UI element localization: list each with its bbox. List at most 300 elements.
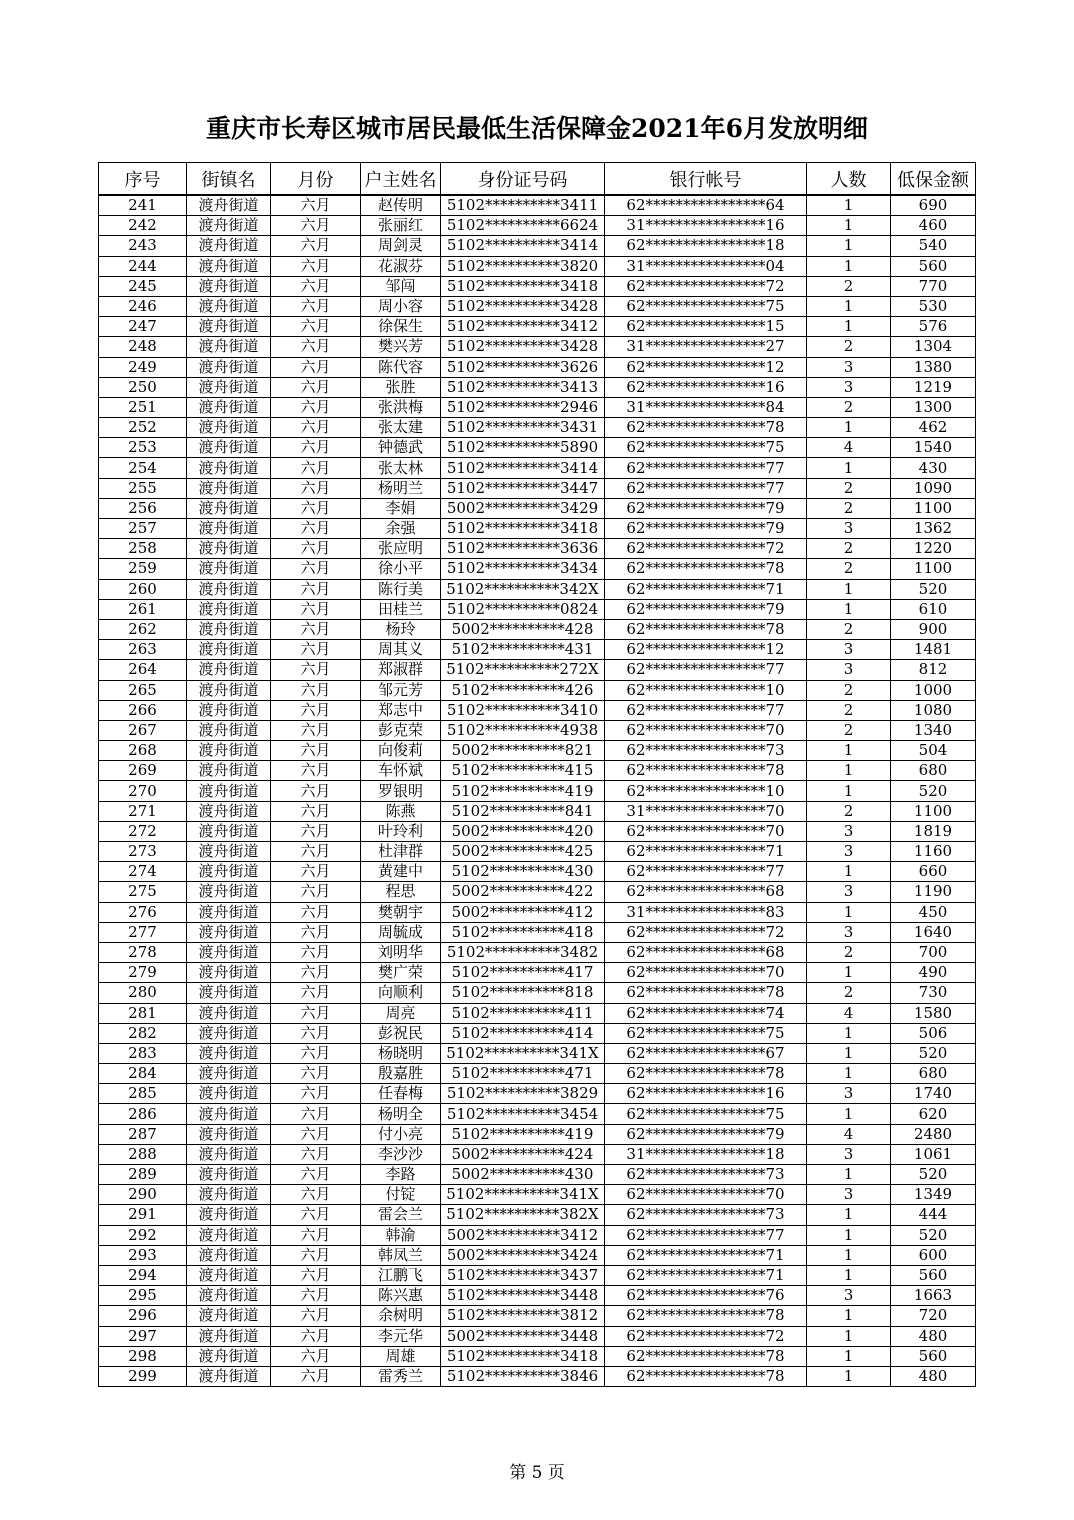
cell-serial: 251 bbox=[99, 397, 187, 417]
table-row bbox=[99, 317, 976, 337]
cell-householder: 刘明华 bbox=[361, 942, 441, 962]
cell-bank-account: 62****************77 bbox=[605, 1225, 807, 1245]
cell-serial: 275 bbox=[99, 882, 187, 902]
cell-serial: 276 bbox=[99, 902, 187, 922]
cell-street: 渡舟街道 bbox=[187, 660, 271, 680]
cell-bank-account: 62****************78 bbox=[605, 1306, 807, 1326]
cell-householder: 邹元芳 bbox=[361, 680, 441, 700]
cell-people: 2 bbox=[807, 337, 891, 357]
cell-amount: 540 bbox=[891, 236, 976, 256]
cell-householder: 郑志中 bbox=[361, 700, 441, 720]
table-row bbox=[99, 458, 976, 478]
cell-serial: 283 bbox=[99, 1043, 187, 1063]
cell-householder: 杜津群 bbox=[361, 842, 441, 862]
cell-id-number: 5102**********414 bbox=[441, 1023, 605, 1043]
cell-serial: 297 bbox=[99, 1326, 187, 1346]
table-row bbox=[99, 862, 976, 882]
cell-serial: 291 bbox=[99, 1205, 187, 1225]
cell-householder: 李路 bbox=[361, 1165, 441, 1185]
cell-householder: 田桂兰 bbox=[361, 599, 441, 619]
cell-month: 六月 bbox=[271, 1003, 361, 1023]
cell-bank-account: 62****************64 bbox=[605, 195, 807, 216]
cell-bank-account: 62****************16 bbox=[605, 1084, 807, 1104]
cell-bank-account: 31****************83 bbox=[605, 902, 807, 922]
cell-month: 六月 bbox=[271, 1023, 361, 1043]
table-row bbox=[99, 821, 976, 841]
cell-bank-account: 62****************72 bbox=[605, 922, 807, 942]
cell-id-number: 5102**********6624 bbox=[441, 216, 605, 236]
cell-month: 六月 bbox=[271, 195, 361, 216]
cell-street: 渡舟街道 bbox=[187, 983, 271, 1003]
cell-month: 六月 bbox=[271, 1144, 361, 1164]
cell-amount: 1740 bbox=[891, 1084, 976, 1104]
cell-street: 渡舟街道 bbox=[187, 1326, 271, 1346]
cell-bank-account: 62****************72 bbox=[605, 276, 807, 296]
table-row bbox=[99, 418, 976, 438]
cell-serial: 269 bbox=[99, 761, 187, 781]
cell-amount: 1663 bbox=[891, 1286, 976, 1306]
cell-amount: 520 bbox=[891, 781, 976, 801]
cell-month: 六月 bbox=[271, 599, 361, 619]
cell-serial: 249 bbox=[99, 357, 187, 377]
page-number: 第 5 页 bbox=[509, 1463, 565, 1483]
cell-id-number: 5102**********418 bbox=[441, 922, 605, 942]
cell-id-number: 5102**********342X bbox=[441, 579, 605, 599]
cell-month: 六月 bbox=[271, 519, 361, 539]
cell-id-number: 5102**********3418 bbox=[441, 276, 605, 296]
table-row bbox=[99, 700, 976, 720]
cell-amount: 560 bbox=[891, 1346, 976, 1366]
cell-serial: 268 bbox=[99, 741, 187, 761]
cell-people: 1 bbox=[807, 296, 891, 316]
cell-bank-account: 62****************78 bbox=[605, 619, 807, 639]
cell-street: 渡舟街道 bbox=[187, 700, 271, 720]
cell-street: 渡舟街道 bbox=[187, 963, 271, 983]
cell-householder: 向俊莉 bbox=[361, 741, 441, 761]
cell-month: 六月 bbox=[271, 983, 361, 1003]
cell-people: 2 bbox=[807, 680, 891, 700]
cell-id-number: 5102**********341X bbox=[441, 1185, 605, 1205]
cell-householder: 花淑芬 bbox=[361, 256, 441, 276]
cell-people: 1 bbox=[807, 236, 891, 256]
cell-bank-account: 31****************18 bbox=[605, 1144, 807, 1164]
cell-amount: 1100 bbox=[891, 801, 976, 821]
cell-month: 六月 bbox=[271, 1165, 361, 1185]
cell-serial: 279 bbox=[99, 963, 187, 983]
cell-bank-account: 62****************10 bbox=[605, 781, 807, 801]
cell-id-number: 5102**********5890 bbox=[441, 438, 605, 458]
cell-id-number: 5102**********3437 bbox=[441, 1265, 605, 1285]
cell-householder: 李沙沙 bbox=[361, 1144, 441, 1164]
cell-amount: 520 bbox=[891, 1225, 976, 1245]
table-row bbox=[99, 357, 976, 377]
cell-people: 1 bbox=[807, 1205, 891, 1225]
cell-id-number: 5102**********3829 bbox=[441, 1084, 605, 1104]
table-row bbox=[99, 1064, 976, 1084]
cell-id-number: 5102**********3626 bbox=[441, 357, 605, 377]
cell-people: 2 bbox=[807, 720, 891, 740]
cell-householder: 陈行美 bbox=[361, 579, 441, 599]
cell-people: 1 bbox=[807, 195, 891, 216]
cell-amount: 1160 bbox=[891, 842, 976, 862]
cell-bank-account: 62****************79 bbox=[605, 1124, 807, 1144]
cell-people: 3 bbox=[807, 1084, 891, 1104]
cell-bank-account: 62****************10 bbox=[605, 680, 807, 700]
table-row bbox=[99, 902, 976, 922]
table-row bbox=[99, 882, 976, 902]
cell-month: 六月 bbox=[271, 1104, 361, 1124]
cell-month: 六月 bbox=[271, 761, 361, 781]
cell-id-number: 5102**********3846 bbox=[441, 1366, 605, 1386]
cell-bank-account: 62****************75 bbox=[605, 438, 807, 458]
col-header-people: 人数 bbox=[807, 163, 891, 196]
cell-month: 六月 bbox=[271, 680, 361, 700]
cell-people: 3 bbox=[807, 640, 891, 660]
cell-month: 六月 bbox=[271, 660, 361, 680]
cell-street: 渡舟街道 bbox=[187, 216, 271, 236]
cell-month: 六月 bbox=[271, 256, 361, 276]
cell-people: 1 bbox=[807, 1265, 891, 1285]
cell-street: 渡舟街道 bbox=[187, 720, 271, 740]
cell-month: 六月 bbox=[271, 1265, 361, 1285]
cell-id-number: 5102**********419 bbox=[441, 1124, 605, 1144]
cell-id-number: 5102**********3447 bbox=[441, 478, 605, 498]
cell-amount: 1220 bbox=[891, 539, 976, 559]
cell-bank-account: 62****************78 bbox=[605, 761, 807, 781]
cell-serial: 260 bbox=[99, 579, 187, 599]
cell-amount: 720 bbox=[891, 1306, 976, 1326]
table-row bbox=[99, 377, 976, 397]
table-row bbox=[99, 599, 976, 619]
table-row bbox=[99, 498, 976, 518]
cell-id-number: 5102**********3412 bbox=[441, 317, 605, 337]
cell-street: 渡舟街道 bbox=[187, 1043, 271, 1063]
table-row bbox=[99, 1144, 976, 1164]
cell-amount: 1000 bbox=[891, 680, 976, 700]
cell-householder: 周毓成 bbox=[361, 922, 441, 942]
table-row bbox=[99, 1346, 976, 1366]
cell-bank-account: 62****************75 bbox=[605, 1104, 807, 1124]
cell-month: 六月 bbox=[271, 1124, 361, 1144]
cell-street: 渡舟街道 bbox=[187, 1185, 271, 1205]
cell-serial: 242 bbox=[99, 216, 187, 236]
cell-householder: 车怀斌 bbox=[361, 761, 441, 781]
cell-householder: 彭祝民 bbox=[361, 1023, 441, 1043]
cell-people: 2 bbox=[807, 397, 891, 417]
cell-people: 1 bbox=[807, 1245, 891, 1265]
table-row bbox=[99, 216, 976, 236]
cell-amount: 444 bbox=[891, 1205, 976, 1225]
cell-amount: 1349 bbox=[891, 1185, 976, 1205]
cell-id-number: 5102**********426 bbox=[441, 680, 605, 700]
cell-householder: 樊广荣 bbox=[361, 963, 441, 983]
document-title: 重庆市长寿区城市居民最低生活保障金2021年6月发放明细 bbox=[206, 114, 868, 143]
cell-householder: 叶玲利 bbox=[361, 821, 441, 841]
cell-people: 3 bbox=[807, 842, 891, 862]
cell-householder: 张丽红 bbox=[361, 216, 441, 236]
cell-street: 渡舟街道 bbox=[187, 579, 271, 599]
cell-serial: 277 bbox=[99, 922, 187, 942]
cell-street: 渡舟街道 bbox=[187, 1144, 271, 1164]
cell-street: 渡舟街道 bbox=[187, 1205, 271, 1225]
cell-people: 1 bbox=[807, 1023, 891, 1043]
table-row bbox=[99, 1306, 976, 1326]
cell-id-number: 5002**********3429 bbox=[441, 498, 605, 518]
cell-people: 2 bbox=[807, 559, 891, 579]
cell-householder: 雷秀兰 bbox=[361, 1366, 441, 1386]
cell-people: 3 bbox=[807, 660, 891, 680]
cell-householder: 江鹏飞 bbox=[361, 1265, 441, 1285]
cell-amount: 560 bbox=[891, 1265, 976, 1285]
cell-id-number: 5102**********818 bbox=[441, 983, 605, 1003]
cell-serial: 299 bbox=[99, 1366, 187, 1386]
cell-bank-account: 62****************15 bbox=[605, 317, 807, 337]
cell-people: 2 bbox=[807, 539, 891, 559]
cell-street: 渡舟街道 bbox=[187, 256, 271, 276]
cell-id-number: 5102**********3434 bbox=[441, 559, 605, 579]
cell-bank-account: 62****************77 bbox=[605, 478, 807, 498]
cell-serial: 243 bbox=[99, 236, 187, 256]
table-row bbox=[99, 559, 976, 579]
cell-street: 渡舟街道 bbox=[187, 882, 271, 902]
cell-street: 渡舟街道 bbox=[187, 902, 271, 922]
cell-month: 六月 bbox=[271, 922, 361, 942]
cell-id-number: 5102**********3414 bbox=[441, 236, 605, 256]
cell-id-number: 5102**********841 bbox=[441, 801, 605, 821]
cell-month: 六月 bbox=[271, 942, 361, 962]
cell-month: 六月 bbox=[271, 296, 361, 316]
cell-bank-account: 62****************70 bbox=[605, 963, 807, 983]
cell-bank-account: 62****************70 bbox=[605, 720, 807, 740]
cell-serial: 263 bbox=[99, 640, 187, 660]
cell-householder: 杨明兰 bbox=[361, 478, 441, 498]
cell-id-number: 5102**********419 bbox=[441, 781, 605, 801]
cell-street: 渡舟街道 bbox=[187, 1245, 271, 1265]
cell-householder: 张洪梅 bbox=[361, 397, 441, 417]
cell-street: 渡舟街道 bbox=[187, 1286, 271, 1306]
cell-street: 渡舟街道 bbox=[187, 458, 271, 478]
table-row bbox=[99, 720, 976, 740]
cell-amount: 1090 bbox=[891, 478, 976, 498]
cell-people: 2 bbox=[807, 700, 891, 720]
cell-street: 渡舟街道 bbox=[187, 1265, 271, 1285]
cell-bank-account: 62****************73 bbox=[605, 1205, 807, 1225]
cell-id-number: 5102**********3448 bbox=[441, 1286, 605, 1306]
table-row bbox=[99, 942, 976, 962]
cell-serial: 284 bbox=[99, 1064, 187, 1084]
cell-amount: 2480 bbox=[891, 1124, 976, 1144]
cell-householder: 周剑灵 bbox=[361, 236, 441, 256]
cell-people: 1 bbox=[807, 1043, 891, 1063]
cell-id-number: 5002**********821 bbox=[441, 741, 605, 761]
cell-bank-account: 62****************77 bbox=[605, 458, 807, 478]
cell-serial: 295 bbox=[99, 1286, 187, 1306]
cell-month: 六月 bbox=[271, 1043, 361, 1063]
cell-amount: 560 bbox=[891, 256, 976, 276]
cell-month: 六月 bbox=[271, 276, 361, 296]
cell-month: 六月 bbox=[271, 337, 361, 357]
table-row bbox=[99, 1003, 976, 1023]
cell-street: 渡舟街道 bbox=[187, 296, 271, 316]
cell-bank-account: 62****************18 bbox=[605, 236, 807, 256]
cell-serial: 271 bbox=[99, 801, 187, 821]
cell-serial: 294 bbox=[99, 1265, 187, 1285]
cell-month: 六月 bbox=[271, 377, 361, 397]
col-header-serial: 序号 bbox=[99, 163, 187, 196]
cell-month: 六月 bbox=[271, 720, 361, 740]
cell-street: 渡舟街道 bbox=[187, 236, 271, 256]
cell-street: 渡舟街道 bbox=[187, 397, 271, 417]
table-row bbox=[99, 640, 976, 660]
cell-month: 六月 bbox=[271, 1064, 361, 1084]
cell-serial: 248 bbox=[99, 337, 187, 357]
cell-bank-account: 62****************72 bbox=[605, 1326, 807, 1346]
cell-bank-account: 62****************76 bbox=[605, 1286, 807, 1306]
cell-serial: 241 bbox=[99, 195, 187, 216]
col-header-householder: 户主姓名 bbox=[361, 163, 441, 196]
cell-people: 1 bbox=[807, 1366, 891, 1386]
cell-serial: 288 bbox=[99, 1144, 187, 1164]
cell-amount: 490 bbox=[891, 963, 976, 983]
cell-amount: 520 bbox=[891, 579, 976, 599]
cell-bank-account: 62****************70 bbox=[605, 821, 807, 841]
cell-householder: 李元华 bbox=[361, 1326, 441, 1346]
cell-id-number: 5002**********428 bbox=[441, 619, 605, 639]
cell-householder: 周其义 bbox=[361, 640, 441, 660]
cell-householder: 陈兴惠 bbox=[361, 1286, 441, 1306]
cell-people: 3 bbox=[807, 1286, 891, 1306]
cell-street: 渡舟街道 bbox=[187, 680, 271, 700]
cell-street: 渡舟街道 bbox=[187, 619, 271, 639]
cell-serial: 278 bbox=[99, 942, 187, 962]
cell-street: 渡舟街道 bbox=[187, 337, 271, 357]
cell-street: 渡舟街道 bbox=[187, 842, 271, 862]
cell-month: 六月 bbox=[271, 700, 361, 720]
cell-bank-account: 62****************73 bbox=[605, 741, 807, 761]
cell-street: 渡舟街道 bbox=[187, 1104, 271, 1124]
cell-id-number: 5102**********382X bbox=[441, 1205, 605, 1225]
cell-bank-account: 31****************84 bbox=[605, 397, 807, 417]
cell-people: 1 bbox=[807, 761, 891, 781]
cell-householder: 韩渝 bbox=[361, 1225, 441, 1245]
cell-id-number: 5002**********412 bbox=[441, 902, 605, 922]
table-row bbox=[99, 1245, 976, 1265]
cell-bank-account: 62****************75 bbox=[605, 1023, 807, 1043]
cell-month: 六月 bbox=[271, 862, 361, 882]
cell-serial: 245 bbox=[99, 276, 187, 296]
table-header-row bbox=[99, 163, 976, 196]
cell-householder: 张太建 bbox=[361, 418, 441, 438]
col-header-street: 街镇名 bbox=[187, 163, 271, 196]
cell-amount: 506 bbox=[891, 1023, 976, 1043]
cell-people: 1 bbox=[807, 418, 891, 438]
cell-people: 1 bbox=[807, 317, 891, 337]
cell-id-number: 5102**********3418 bbox=[441, 519, 605, 539]
cell-people: 1 bbox=[807, 902, 891, 922]
cell-month: 六月 bbox=[271, 640, 361, 660]
cell-people: 1 bbox=[807, 963, 891, 983]
table-row bbox=[99, 1205, 976, 1225]
cell-id-number: 5102**********3413 bbox=[441, 377, 605, 397]
cell-people: 1 bbox=[807, 1225, 891, 1245]
table-row bbox=[99, 256, 976, 276]
cell-householder: 杨晓明 bbox=[361, 1043, 441, 1063]
cell-amount: 680 bbox=[891, 761, 976, 781]
cell-street: 渡舟街道 bbox=[187, 801, 271, 821]
cell-people: 4 bbox=[807, 1003, 891, 1023]
cell-id-number: 5102**********415 bbox=[441, 761, 605, 781]
cell-amount: 1300 bbox=[891, 397, 976, 417]
cell-householder: 张胜 bbox=[361, 377, 441, 397]
cell-id-number: 5102**********417 bbox=[441, 963, 605, 983]
cell-amount: 1190 bbox=[891, 882, 976, 902]
cell-people: 3 bbox=[807, 1185, 891, 1205]
cell-bank-account: 31****************70 bbox=[605, 801, 807, 821]
cell-householder: 陈代容 bbox=[361, 357, 441, 377]
cell-amount: 530 bbox=[891, 296, 976, 316]
cell-bank-account: 62****************74 bbox=[605, 1003, 807, 1023]
cell-people: 2 bbox=[807, 276, 891, 296]
cell-serial: 272 bbox=[99, 821, 187, 841]
cell-street: 渡舟街道 bbox=[187, 1064, 271, 1084]
table-row bbox=[99, 519, 976, 539]
table-row bbox=[99, 1165, 976, 1185]
cell-householder: 邹闯 bbox=[361, 276, 441, 296]
cell-month: 六月 bbox=[271, 842, 361, 862]
cell-month: 六月 bbox=[271, 1346, 361, 1366]
cell-people: 3 bbox=[807, 357, 891, 377]
cell-id-number: 5102**********471 bbox=[441, 1064, 605, 1084]
cell-month: 六月 bbox=[271, 236, 361, 256]
cell-people: 1 bbox=[807, 862, 891, 882]
cell-street: 渡舟街道 bbox=[187, 922, 271, 942]
cell-serial: 290 bbox=[99, 1185, 187, 1205]
cell-month: 六月 bbox=[271, 579, 361, 599]
table-row bbox=[99, 842, 976, 862]
cell-serial: 287 bbox=[99, 1124, 187, 1144]
cell-serial: 285 bbox=[99, 1084, 187, 1104]
cell-bank-account: 62****************77 bbox=[605, 700, 807, 720]
cell-amount: 1380 bbox=[891, 357, 976, 377]
cell-amount: 450 bbox=[891, 902, 976, 922]
table-row bbox=[99, 963, 976, 983]
cell-serial: 257 bbox=[99, 519, 187, 539]
cell-id-number: 5102**********3428 bbox=[441, 337, 605, 357]
cell-bank-account: 62****************78 bbox=[605, 1064, 807, 1084]
cell-bank-account: 62****************12 bbox=[605, 640, 807, 660]
cell-id-number: 5102**********3414 bbox=[441, 458, 605, 478]
cell-bank-account: 62****************78 bbox=[605, 983, 807, 1003]
cell-serial: 298 bbox=[99, 1346, 187, 1366]
cell-amount: 480 bbox=[891, 1326, 976, 1346]
cell-id-number: 5002**********3424 bbox=[441, 1245, 605, 1265]
cell-street: 渡舟街道 bbox=[187, 438, 271, 458]
cell-month: 六月 bbox=[271, 882, 361, 902]
table-row bbox=[99, 619, 976, 639]
col-header-id-number: 身份证号码 bbox=[441, 163, 605, 196]
cell-bank-account: 62****************68 bbox=[605, 882, 807, 902]
cell-street: 渡舟街道 bbox=[187, 498, 271, 518]
cell-people: 2 bbox=[807, 478, 891, 498]
cell-amount: 610 bbox=[891, 599, 976, 619]
cell-serial: 262 bbox=[99, 619, 187, 639]
cell-month: 六月 bbox=[271, 539, 361, 559]
cell-id-number: 5102**********3812 bbox=[441, 1306, 605, 1326]
cell-street: 渡舟街道 bbox=[187, 862, 271, 882]
cell-street: 渡舟街道 bbox=[187, 1003, 271, 1023]
cell-id-number: 5002**********422 bbox=[441, 882, 605, 902]
cell-serial: 244 bbox=[99, 256, 187, 276]
